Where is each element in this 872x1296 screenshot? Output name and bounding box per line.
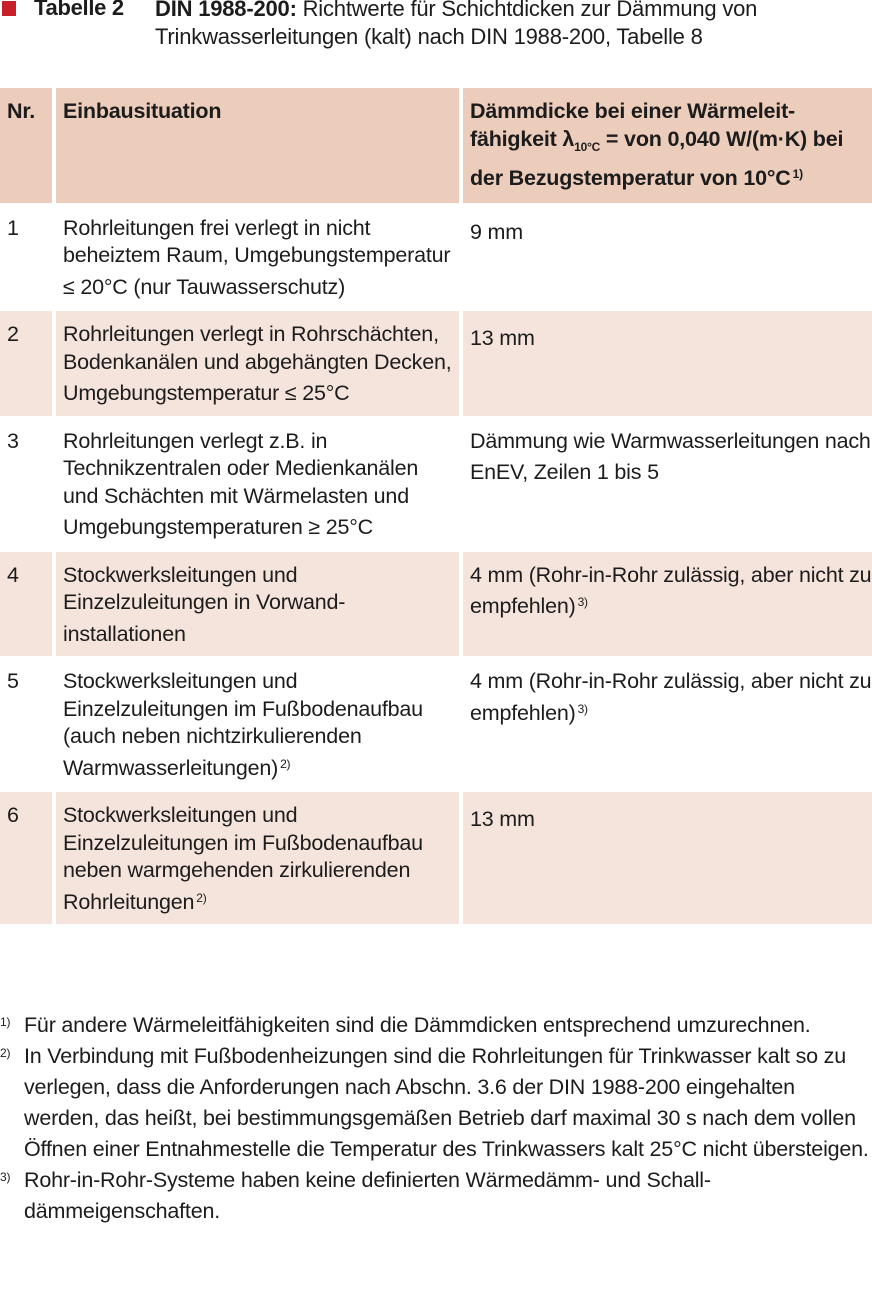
row-nr: 2: [0, 311, 52, 416]
row-nr: 5: [0, 658, 52, 790]
row-thickness: [463, 205, 872, 310]
caption-label: Tabelle 2: [34, 0, 124, 20]
footnote-text: Für andere Wärmeleitfähigkeiten sind die Dämmdicken entsprechend umzurechnen.: [24, 1013, 811, 1037]
footnotes: [0, 1010, 872, 1227]
row-nr: 4: [0, 552, 52, 657]
footnote-ref: 3): [577, 701, 588, 716]
row-situation: [56, 418, 459, 550]
caption-description: Richtwerte für Schichtdicken zur Dämmung von Trinkwasserleitungen (kalt) nach DIN 1988-200, Tabelle 8: [155, 0, 758, 49]
header-thickness: [463, 88, 872, 203]
row-situation: [56, 205, 459, 310]
row-nr: 6: [0, 792, 52, 924]
situation-text: Stockwerksleitungen und Einzelzuleitungen im Fußbodenaufbau neben warmgehenden zirkulierenden Rohrleitungen: [63, 803, 423, 914]
footnote-item: [0, 1041, 872, 1165]
situation-text: Rohrleitungen frei verlegt in nicht beheiztem Raum, Umgebungstemperatur ≤ 20°C (nur Tauwasserschutz): [63, 215, 451, 299]
situation-text: Stockwerksleitungen und Einzelzuleitungen im Fußbodenaufbau (auch neben nichtzirkulierenden Warmwasserleitungen): [63, 669, 423, 780]
thickness-text: Dämmung wie Warmwasserleitungen nach EnEV, Zeilen 1 bis 5: [470, 428, 871, 484]
table-header-row: [0, 88, 872, 203]
table-row: [0, 552, 872, 657]
footnote-item: [0, 1010, 872, 1041]
row-thickness: [463, 792, 872, 924]
table-caption: [0, 0, 872, 70]
caption-bold-prefix: DIN 1988-200:: [155, 0, 297, 21]
footnote-ref: 2): [280, 756, 291, 771]
situation-text: Rohrleitungen verlegt in Rohrschächten, Bodenkanälen und abgehängten Decken, Umgebungstemperatur ≤ 25°C: [63, 322, 452, 405]
table-row: [0, 792, 872, 924]
situation-text: Rohrleitungen verlegt z.B. in Technikzentralen oder Medienkanälen und Schächten mit Wärmelasten und Umgebungstemperaturen ≥ 25°C: [63, 428, 419, 539]
row-thickness: [463, 311, 872, 416]
thickness-text: 13 mm: [470, 326, 535, 350]
footnote-text: Rohr-in-Rohr-Systeme haben keine definierten Wärmedämm- und Schalldämmeigenschaften.: [24, 1168, 712, 1223]
footnote-item: [0, 1165, 872, 1227]
footnote-ref: 3): [577, 595, 588, 609]
header-nr: Nr.: [0, 88, 52, 203]
row-thickness: [463, 658, 872, 790]
footnote-mark: 1): [0, 1015, 11, 1029]
header-thickness-text-2: = von 0,040 W/(m·K) bei der Bezugstemperatur von 10°C: [470, 126, 844, 190]
lambda-subscript: 10°C: [574, 139, 601, 154]
row-nr: 1: [0, 205, 52, 310]
thickness-text: 4 mm (Rohr-in-Rohr zulässig, aber nicht zu empfehlen): [470, 669, 872, 725]
row-situation: [56, 311, 459, 416]
row-situation: [56, 792, 459, 924]
situation-text: Stockwerksleitungen und Einzelzuleitungen in Vorwandinstallationen: [63, 562, 346, 646]
footnote-mark: 2): [0, 1046, 11, 1060]
thickness-text: 9 mm: [470, 219, 523, 244]
header-thickness-text: Dämmdicke bei einer Wärmeleitfähigkeit λ: [470, 99, 796, 151]
table-row: [0, 418, 872, 550]
footnote-ref: 2): [196, 890, 207, 905]
row-situation: [56, 658, 459, 790]
thickness-text: 4 mm (Rohr-in-Rohr zulässig, aber nicht zu empfehlen): [470, 562, 872, 618]
table-row: [0, 205, 872, 310]
red-square-marker-icon: [2, 1, 16, 16]
thickness-text: 13 mm: [470, 807, 535, 831]
footnote-text: In Verbindung mit Fußbodenheizungen sind die Rohrleitungen für Trinkwasser kalt so zu verlegen, dass die Anforderungen nach Abschn. 3.6 der DIN 1988-200 eingehalten werden, das heißt, bei bestimmungsgemäßen Betrieb darf maximal 30 s nach dem vollen Öffnen einer Entnahmestelle die Temperatur des Trinkwassers kalt 25°C nicht übersteigen.: [24, 1044, 869, 1161]
header-situation: Einbausituation: [56, 88, 459, 203]
table-row: [0, 658, 872, 790]
row-situation: [56, 552, 459, 657]
row-nr: 3: [0, 418, 52, 550]
insulation-table: [0, 86, 872, 926]
table-row: [0, 311, 872, 416]
caption-text: [155, 0, 865, 51]
row-thickness: [463, 418, 872, 550]
row-thickness: [463, 552, 872, 657]
footnote-mark: 3): [0, 1170, 11, 1184]
footnote-ref: 1): [792, 167, 803, 181]
